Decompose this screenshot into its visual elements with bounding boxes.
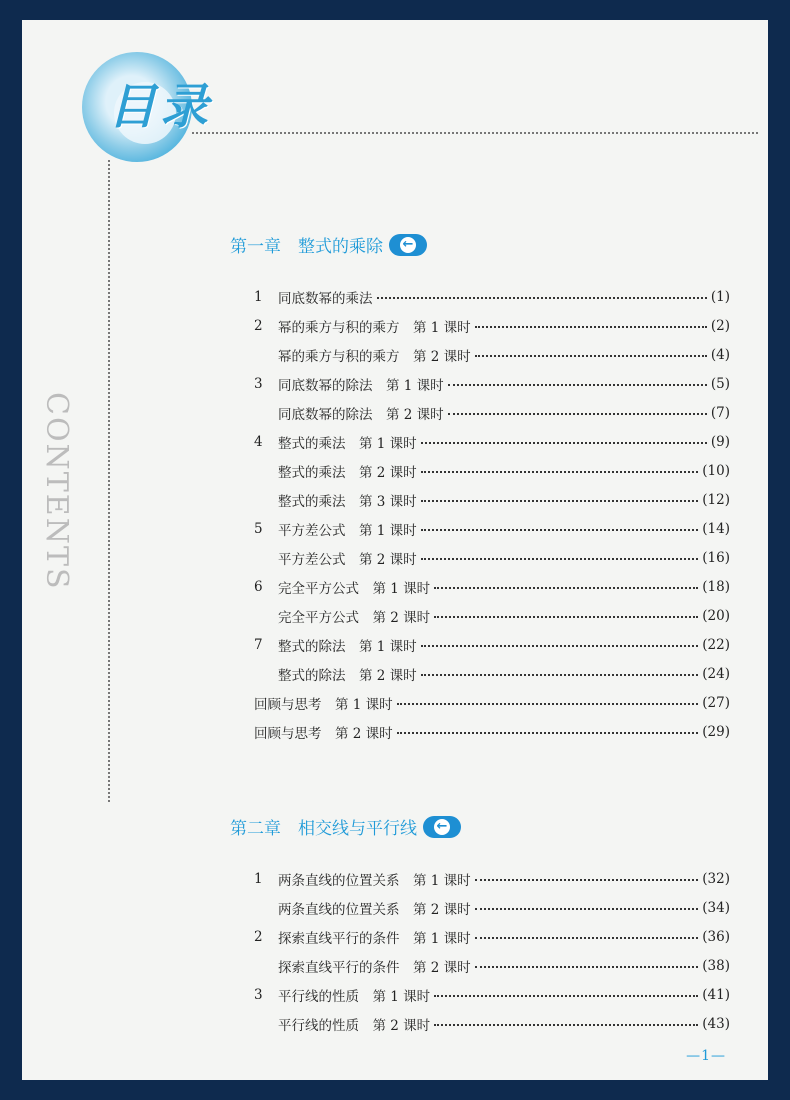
toc-entry[interactable] <box>254 576 730 598</box>
page <box>22 20 768 1080</box>
toc-entry[interactable] <box>254 489 730 511</box>
toc-entry-number: 3 <box>254 376 263 392</box>
toc-entry-page: (32) <box>702 871 730 887</box>
toc-entry-page: (24) <box>702 666 730 682</box>
toc-entry-page: (18) <box>702 579 730 595</box>
toc-entry-label: 平行线的性质 第 1 课时 <box>278 989 431 1005</box>
toc-entry[interactable] <box>254 605 730 627</box>
toc-entry[interactable] <box>254 286 730 308</box>
toc-entry-page: (38) <box>702 958 730 974</box>
leader-dots <box>475 966 699 968</box>
toc-entry-number: 5 <box>254 521 263 537</box>
toc-entry-label: 平方差公式 第 1 课时 <box>278 523 417 539</box>
leader-dots <box>397 703 699 705</box>
toc-entry[interactable] <box>254 926 730 948</box>
chapter-heading-1 <box>230 232 427 257</box>
toc-entry-label: 完全平方公式 第 1 课时 <box>278 581 431 597</box>
leader-dots <box>475 908 699 910</box>
toc-entry[interactable] <box>254 402 730 424</box>
leader-dots <box>377 297 707 299</box>
leader-dots <box>397 732 699 734</box>
toc-entry-page: (43) <box>702 1016 730 1032</box>
toc-entry[interactable] <box>254 518 730 540</box>
toc-entry-label: 两条直线的位置关系 第 1 课时 <box>278 873 471 889</box>
toc-entry[interactable] <box>254 315 730 337</box>
leader-dots <box>434 616 698 618</box>
leader-dots <box>448 384 707 386</box>
leader-dots <box>475 937 699 939</box>
toc-entry[interactable] <box>254 460 730 482</box>
toc-entry-page: (5) <box>710 376 730 392</box>
toc-entry-number: 6 <box>254 579 263 595</box>
toc-entry-label: 回顾与思考 第 2 课时 <box>254 726 393 742</box>
toc-entry-page: (10) <box>702 463 730 479</box>
toc-entry[interactable] <box>254 692 730 714</box>
arrow-left-icon: ← <box>423 816 461 838</box>
toc-entry-page: (41) <box>702 987 730 1003</box>
page-number: —1— <box>686 1048 726 1064</box>
toc-entry-label: 整式的乘法 第 1 课时 <box>278 436 417 452</box>
toc-entry-page: (20) <box>702 608 730 624</box>
toc-entry-page: (22) <box>702 637 730 653</box>
toc-entry-label: 平方差公式 第 2 课时 <box>278 552 417 568</box>
page-title: 目录 <box>108 79 213 135</box>
toc-entry[interactable] <box>254 955 730 977</box>
toc-entry-page: (1) <box>710 289 730 305</box>
leader-dots <box>421 442 707 444</box>
toc-entry-label: 整式的除法 第 1 课时 <box>278 639 417 655</box>
toc-entry-label: 幂的乘方与积的乘方 第 2 课时 <box>278 349 471 365</box>
leader-dots <box>475 879 699 881</box>
toc-entry[interactable] <box>254 547 730 569</box>
toc-entry-page: (36) <box>702 929 730 945</box>
toc-entry-number: 1 <box>254 871 263 887</box>
chapter-heading-2 <box>230 814 461 839</box>
leader-dots <box>434 587 698 589</box>
arrow-left-icon: ← <box>389 234 427 256</box>
toc-entry-label: 幂的乘方与积的乘方 第 1 课时 <box>278 320 471 336</box>
toc-entry-page: (9) <box>710 434 730 450</box>
toc-entry-number: 2 <box>254 318 263 334</box>
toc-entry-page: (12) <box>702 492 730 508</box>
toc-entry-label: 同底数幂的除法 第 1 课时 <box>278 378 444 394</box>
toc-entry-number: 4 <box>254 434 263 450</box>
toc-entry-label: 同底数幂的乘法 <box>278 291 373 307</box>
toc-entry-page: (16) <box>702 550 730 566</box>
toc-entry[interactable] <box>254 721 730 743</box>
toc-entry[interactable] <box>254 1013 730 1035</box>
leader-dots <box>421 471 699 473</box>
toc-entry-number: 3 <box>254 987 263 1003</box>
toc-entry[interactable] <box>254 344 730 366</box>
leader-dots <box>421 645 699 647</box>
toc-entry-page: (7) <box>710 405 730 421</box>
leader-dots <box>421 529 699 531</box>
toc-entry[interactable] <box>254 663 730 685</box>
toc-entry-number: 1 <box>254 289 263 305</box>
toc-entry-label: 同底数幂的除法 第 2 课时 <box>278 407 444 423</box>
leader-dots <box>475 326 707 328</box>
toc-entry-label: 回顾与思考 第 1 课时 <box>254 697 393 713</box>
toc-entry-label: 探索直线平行的条件 第 2 课时 <box>278 960 471 976</box>
chapter-title: 第二章 相交线与平行线 <box>230 819 417 839</box>
leader-dots <box>421 500 699 502</box>
leader-dots <box>448 413 707 415</box>
toc-entry-page: (27) <box>702 695 730 711</box>
contents-side-label: CONTENTS <box>39 392 74 591</box>
toc-entry[interactable] <box>254 634 730 656</box>
toc-entry-label: 平行线的性质 第 2 课时 <box>278 1018 431 1034</box>
toc-entry[interactable] <box>254 984 730 1006</box>
vertical-dotted-rule <box>108 160 110 802</box>
toc-entry[interactable] <box>254 431 730 453</box>
toc-entry-number: 7 <box>254 637 263 653</box>
leader-dots <box>421 674 699 676</box>
toc-entry-page: (29) <box>702 724 730 740</box>
horizontal-dotted-rule <box>192 132 758 134</box>
leader-dots <box>434 995 698 997</box>
toc-entry-number: 2 <box>254 929 263 945</box>
leader-dots <box>434 1024 698 1026</box>
toc-entry-label: 完全平方公式 第 2 课时 <box>278 610 431 626</box>
toc-entry-label: 探索直线平行的条件 第 1 课时 <box>278 931 471 947</box>
toc-entry[interactable] <box>254 897 730 919</box>
toc-entry-page: (14) <box>702 521 730 537</box>
toc-entry[interactable] <box>254 373 730 395</box>
toc-entry-page: (4) <box>710 347 730 363</box>
chapter-title: 第一章 整式的乘除 <box>230 237 383 257</box>
toc-entry-label: 整式的乘法 第 3 课时 <box>278 494 417 510</box>
toc-entry-page: (2) <box>710 318 730 334</box>
toc-entry[interactable] <box>254 868 730 890</box>
toc-entry-label: 整式的除法 第 2 课时 <box>278 668 417 684</box>
toc-entry-page: (34) <box>702 900 730 916</box>
leader-dots <box>475 355 707 357</box>
toc-entry-label: 整式的乘法 第 2 课时 <box>278 465 417 481</box>
toc-entry-label: 两条直线的位置关系 第 2 课时 <box>278 902 471 918</box>
leader-dots <box>421 558 699 560</box>
